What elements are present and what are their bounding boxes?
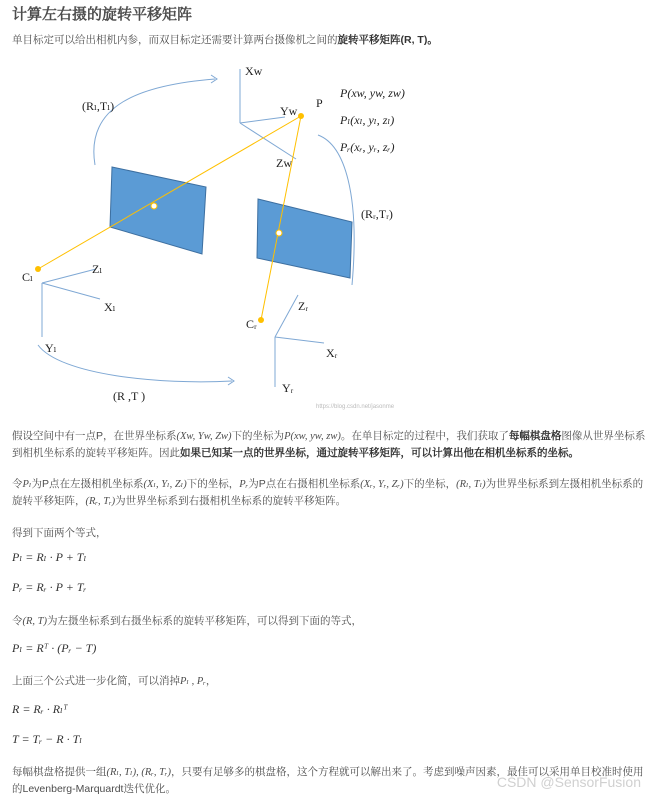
label-rt-right: (Rᵣ,Tᵣ) — [361, 207, 393, 221]
p-left: Pₗ(xₗ, yₗ, zₗ) — [340, 113, 395, 127]
label-zl: Zₗ — [92, 262, 103, 276]
point-cr — [258, 317, 264, 323]
label-zr: Zᵣ — [298, 299, 309, 313]
page-title: 计算左右摄的旋转平移矩阵 — [12, 6, 193, 23]
point-cl — [35, 266, 41, 272]
right-projection — [276, 230, 282, 236]
equation-4: R = Rᵣ · Rₗᵀ — [12, 702, 68, 716]
label-cr: Cᵣ — [246, 317, 257, 331]
label-rt-left: (Rₗ,Tₗ) — [82, 99, 115, 113]
label-yl: Yₗ — [45, 341, 57, 355]
csdn-watermark: CSDN @SensorFusion — [496, 774, 641, 790]
label-rt-bottom: (R ,T ) — [113, 389, 146, 403]
paragraph-3: 得到下面两个等式， — [12, 527, 107, 539]
equation-2: Pᵣ = Rᵣ · P + Tᵣ — [12, 580, 87, 594]
label-yw: Yw — [280, 104, 298, 118]
paragraph-1: 假设空间中有一点P，在世界坐标系(Xw, Yw, Zw)下的坐标为P(xw, yw, zw)。在单目标定的过程中，我们获取了每幅棋盘格图像从世界坐标系到相机坐标系的旋转平移矩阵。因此如果已知某一点的世界坐标，通过旋转平移矩阵，可以计算出他在相机坐标系的坐标。 — [12, 430, 646, 459]
label-xw: Xw — [245, 64, 263, 78]
left-projection — [151, 203, 157, 209]
p-world: P(xw, yw, zw) — [340, 86, 405, 100]
label-p: P — [316, 96, 323, 110]
intro-bold: 旋转平移矩阵(R, T)。 — [337, 34, 438, 46]
diagram-watermark: https://blog.csdn.net/jasonme — [316, 404, 395, 410]
paragraph-6: 每幅棋盘格提供一组(Rₗ, Tₗ), (Rᵣ, Tᵣ)，只要有足够多的棋盘格，这个方程就可以解出来了。考虑到噪声因素，最佳可以采用单目校准时使用的Levenberg-Marquardt迭代优化。 — [12, 766, 644, 795]
point-p — [298, 113, 304, 119]
label-cl: Cₗ — [22, 270, 33, 284]
label-zw: Zw — [276, 156, 292, 170]
rt-bottom-arc — [38, 345, 232, 382]
rt-left-arc — [94, 79, 215, 165]
equation-1: Pₗ = Rₗ · P + Tₗ — [12, 550, 87, 564]
label-yr: Yᵣ — [282, 381, 294, 395]
paragraph-5: 上面三个公式进一步化简，可以消掉Pₗ , Pᵣ， — [12, 675, 217, 687]
equation-3: Pₗ = Rᵀ · (Pᵣ − T) — [12, 641, 97, 655]
equation-5: T = Tᵣ − R · Tₗ — [12, 732, 83, 746]
point-coordinates — [340, 80, 405, 161]
intro-paragraph — [12, 32, 438, 49]
p-right: Pᵣ(xᵣ, yᵣ, zᵣ) — [340, 140, 395, 154]
label-xl: Xₗ — [104, 300, 116, 314]
paragraph-2: 令Pₗ为P点在左摄相机坐标系(Xₗ, Yₗ, Zₗ)下的坐标，Pᵣ为P点在右摄相机坐标系(Xᵣ, Yᵣ, Zᵣ)下的坐标，(Rₗ, Tₗ)为世界坐标系到左摄相机坐标系的旋转平移矩阵，(Rᵣ, Tᵣ)为世界坐标系到右摄相机坐标系的旋转平移矩阵。 — [12, 478, 644, 507]
label-xr: Xᵣ — [326, 346, 338, 360]
intro-text: 单目标定可以给出相机内参，而双目标定还需要计算两台摄像机之间的 — [12, 34, 338, 46]
paragraph-4: 令(R, T)为左摄坐标系到右摄坐标系的旋转平移矩阵，可以得到下面的等式， — [12, 615, 362, 627]
